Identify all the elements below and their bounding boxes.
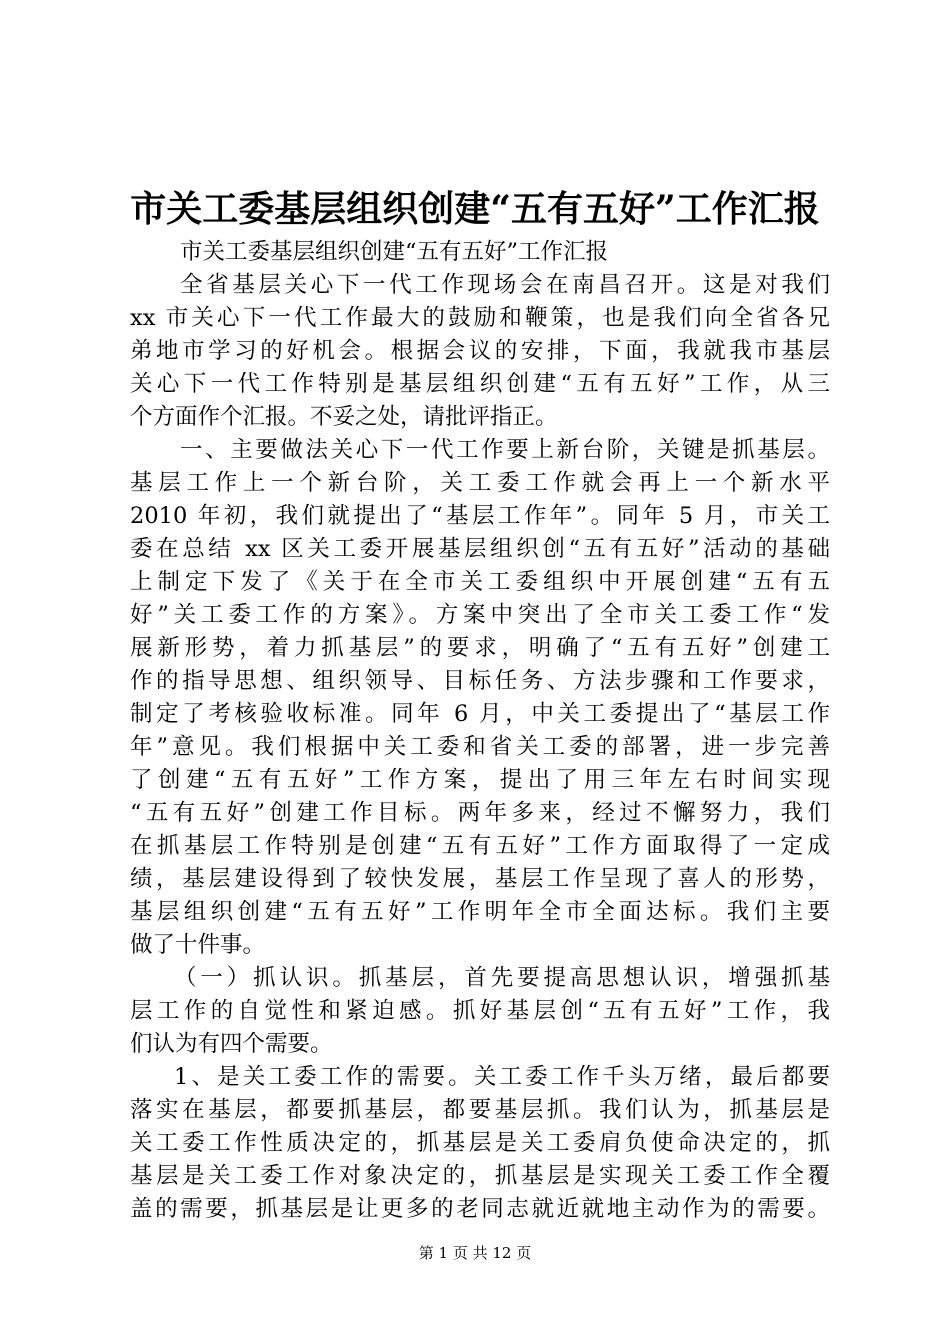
text-line: 绩，基层建设得到了较快发展，基层工作呈现了喜人的形势， xyxy=(130,866,830,892)
paragraph xyxy=(130,962,830,1061)
text-line: 制定了考核验收标准。同年 6 月，中关工委提出了“基层工作 xyxy=(130,701,830,727)
text-line: 年”意见。我们根据中关工委和省关工委的部署，进一步完善 xyxy=(130,734,830,760)
text-line: 盖的需要，抓基层是让更多的老同志就近就地主动作为的需要。 xyxy=(130,1196,830,1222)
paragraph xyxy=(130,269,830,434)
text-line: “五有五好”创建工作目标。两年多来，经过不懈努力，我们 xyxy=(130,800,830,826)
text-line: 关工委工作性质决定的，抓基层是关工委肩负使命决定的，抓 xyxy=(130,1130,830,1156)
document-body xyxy=(130,236,830,1226)
text-line: 2010 年初，我们就提出了“基层工作年”。同年 5 月，市关工 xyxy=(130,503,830,529)
paragraph xyxy=(130,236,830,269)
text-line: xx 市关心下一代工作最大的鼓励和鞭策，也是我们向全省各兄 xyxy=(130,305,830,331)
text-line: 基层是关工委工作对象决定的，抓基层是实现关工委工作全覆 xyxy=(130,1163,830,1189)
text-line: （一）抓认识。抓基层，首先要提高思想认识，增强抓基 xyxy=(174,965,830,991)
page-footer: 第 1 页 共 12 页 xyxy=(418,1244,532,1262)
text-line: 落实在基层，都要抓基层，都要基层抓。我们认为，抓基层是 xyxy=(130,1097,830,1123)
text-line: 全省基层关心下一代工作现场会在南昌召开。这是对我们 xyxy=(180,272,830,298)
text-line: 关心下一代工作特别是基层组织创建“五有五好”工作，从三 xyxy=(130,371,830,397)
text-line: 个方面作个汇报。不妥之处，请批评指正。 xyxy=(130,404,558,430)
text-line: 基层工作上一个新台阶，关工委工作就会再上一个新水平 xyxy=(130,470,830,496)
text-line: 做了十件事。 xyxy=(130,932,266,958)
text-line: 在抓基层工作特别是创建“五有五好”工作方面取得了一定成 xyxy=(130,833,830,859)
text-line: 们认为有四个需要。 xyxy=(130,1031,333,1057)
text-line: 了创建“五有五好”工作方案，提出了用三年左右时间实现 xyxy=(130,767,830,793)
document-title: 市关工委基层组织创建“五有五好”工作汇报 xyxy=(130,188,820,230)
text-line: 1、是关工委工作的需要。关工委工作千头万绪，最后都要 xyxy=(174,1064,830,1090)
text-line: 一、主要做法关心下一代工作要上新台阶，关键是抓基层。 xyxy=(180,437,830,463)
text-line: 基层组织创建“五有五好”工作明年全市全面达标。我们主要 xyxy=(130,899,830,925)
text-line: 上制定下发了《关于在全市关工委组织中开展创建“五有五 xyxy=(130,569,830,595)
text-line: 市关工委基层组织创建“五有五好”工作汇报 xyxy=(180,239,609,265)
text-line: 好”关工委工作的方案》。方案中突出了全市关工委工作“发 xyxy=(130,602,830,628)
text-line: 弟地市学习的好机会。根据会议的安排，下面，我就我市基层 xyxy=(130,338,830,364)
text-line: 委在总结 xx 区关工委开展基层组织创“五有五好”活动的基础 xyxy=(130,536,830,562)
text-line: 层工作的自觉性和紧迫感。抓好基层创“五有五好”工作，我 xyxy=(130,998,830,1024)
paragraph xyxy=(130,1061,830,1226)
paragraph xyxy=(130,434,830,962)
text-line: 展新形势，着力抓基层”的要求，明确了“五有五好”创建工 xyxy=(130,635,830,661)
text-line: 作的指导思想、组织领导、目标任务、方法步骤和工作要求， xyxy=(130,668,830,694)
